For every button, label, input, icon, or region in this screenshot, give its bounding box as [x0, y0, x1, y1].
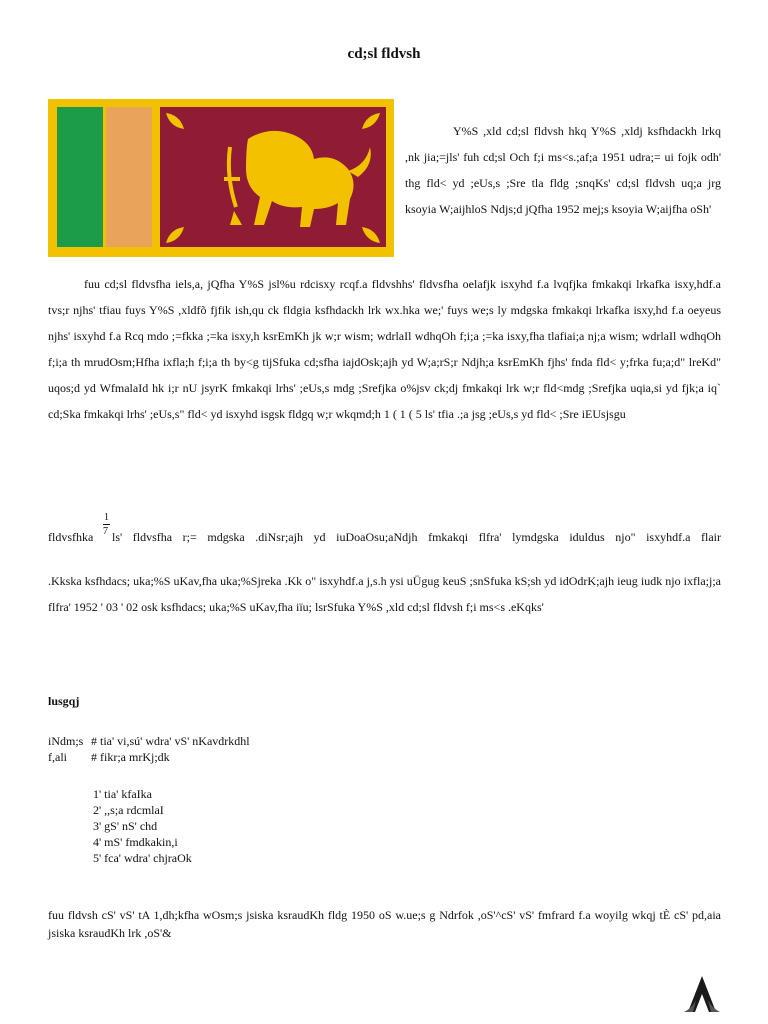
chairman-value: # tia' vi,sú' wdra' vS' nKavdrkdhl — [91, 734, 250, 748]
document-title: cd;sl fldvsh — [347, 46, 421, 62]
secretary-value: # fikr;a mrKj;dk — [91, 750, 170, 764]
assassin-insignia-icon — [680, 972, 724, 1016]
list-item: 1' tia' kfaIka — [93, 787, 152, 801]
lion-emblem-icon — [48, 99, 394, 257]
sri-lanka-flag-image — [48, 99, 394, 257]
fraction-numerator: 1 — [104, 512, 109, 523]
chairman-row — [48, 733, 250, 749]
list-item: 5' fca' wdra' chjraOk — [93, 851, 192, 865]
committee-heading: lusgqj — [48, 694, 80, 708]
list-item: 4' mS' fmdkakin,i — [93, 835, 178, 849]
fraction-denominator: 7 — [103, 526, 108, 537]
list-item: 2' ,,s;a rdcmlaI — [93, 803, 164, 817]
closing-paragraph: fuu fldvsh cS' vS' tA 1,dh;kfha wOsm;s jsiska ksraudKh fldg 1950 oS w.ue;s g Ndrfok ,oS'^cS' vS' fmfrard f.a woyilg wkqj tÈ cS' pd,aia jsiska ksraudKh lrk ,oS'& — [48, 908, 721, 940]
body-paragraph-1: fuu cd;sl fldvsfha iels,a, jQfha Y%S jsl%u rdcisxy rcqf.a fldvshhs' fldvsfha oelafjk isxyhd f.a lvqfjka fmkakqi lrkafka isxy,hdf.a tvs;r njhs' tfiau fuys Y%S ,xldfõ fjfik ish,qu ck fldgia ksfhdackh lrk wx.hka we;' fuys we;s ly mdgska fmkakqi lrkafka isxy,hd f.a oeyeus njhs' isxyhd f.a Rcq mdo ;=fkka ;=ka isxy,h ksrEmKh jk w;r wism; wdrlaIl wdhqOh f;i;a ;=ka isxy,fha tlafiai;a nj;a wism; wdrlaIl wdhqOh f;i;a th mrudOsm;Hfha ixfla;h f;i;a th by<g tijSfuka cd;sfha iajdOsk;ajh yd W;a;rS;r Ndjh;a ksrEmKh fjhs' fnda fld< y;frka fu;a;d" lreKd" uqos;d yd WfmalaId hk i;r nU jsyrK fmkakqi lrhs' ;eUs,s mdg ;Srefjka o%jsv ck;dj fmkakqi lrk w;r fld<mdg ;Srefjka uqia,si yd fjk;a iq` cd;Ska fmkakqi lrhs' ;eUs,s" fld< yd isxyhd isgsk fldgq w;r wkqmd;h 1 ( 1 ( 5 ls' tfia .;a jsg ;eUs,s yd fld< ;Sre iEUsjsgu — [48, 277, 721, 421]
secretary-row — [48, 749, 170, 765]
fraction-prefix-text: fldvsfhka — [48, 530, 94, 544]
fraction-line — [48, 512, 721, 558]
fraction-suffix-text: ls' fldvsfha r;= mdgska .diNsr;ajh yd iuDoaOsu;aNdjh fmkakqi flfra' lymdgska iduldus njo" isxyhdf.a flair — [112, 530, 721, 544]
secretary-label: f,ali — [48, 750, 67, 764]
intro-paragraph: Y%S ,xld cd;sl fldvsh hkq Y%S ,xldj ksfhdackh lrkq ,nk jia;=jls' fuh cd;sl Och f;i ms<s.;af;a 1951 udra;= ui fojk odh' thg fld< yd ;eUs,s ;Sre tla fldg ;snqKs' cd;sl fldvsh uq;a jrg ksoyia W;aijhloS Ndjs;d jQfha 1952 mej;s ksoyia W;aijfha oSh' — [405, 124, 721, 216]
member-list — [93, 786, 192, 866]
body-paragraph-2: .Kkska ksfhdacs; uka;%S uKav,fha uka;%Sjreka .Kk o" isxyhdf.a j,s.h ysi uÜgug keuS ;snSfuka kS;sh yd idOdrK;ajh ieug iudk njo ixfla;j;a flfra' 1952 ' 03 ' 02 osk ksfhdacs; uka;%S uKav,fha iïu; lsrSfuka Y%S ,xld cd;sl fldvsh f;i ms<s .eKqks' — [48, 574, 721, 614]
chairman-label: iNdm;s — [48, 734, 84, 748]
list-item: 3' gS' nS' chd — [93, 819, 158, 833]
